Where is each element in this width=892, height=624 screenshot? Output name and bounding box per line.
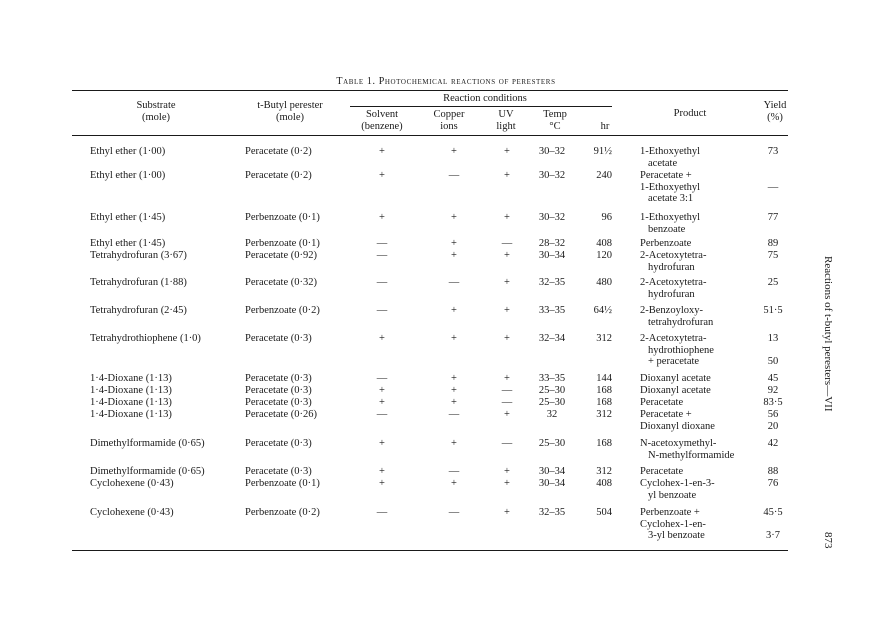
hours-cell: 312 [596,466,612,477]
product-cell: 2-Benzoyloxy- [640,305,703,316]
top-rule [72,90,788,91]
product-cell: 3-yl benzoate [648,530,705,542]
uv-cell: + [504,277,510,288]
yield-cell: — [767,181,779,193]
solvent-cell: + [379,385,385,396]
solvent-cell: + [379,212,385,223]
hours-cell: 168 [596,397,612,408]
perester-cell: Perbenzoate (0·2) [245,305,320,316]
uv-cell: — [501,397,513,408]
hours-cell: 96 [601,212,612,223]
solvent-cell: — [376,373,388,384]
yield-cell: 13 [767,333,779,344]
temp-cell: 30–34 [538,478,566,489]
solvent-cell: — [376,409,388,420]
product-cell: Peracetate [640,397,684,408]
hours-cell: 312 [596,409,612,420]
temp-cell: 30–32 [538,146,566,157]
perester-cell: Peracetate (0·26) [245,409,317,420]
substrate-cell: Tetrahydrothiophene (1·0) [90,333,201,344]
temp-cell: 33–35 [538,305,566,316]
copper-cell: — [448,466,460,477]
temp-cell: 33–35 [538,373,566,384]
yield-cell: 92 [767,385,779,396]
uv-cell: — [501,385,513,396]
copper-cell: — [448,277,460,288]
product-cell: yl benzoate [648,489,697,501]
uv-cell: + [504,146,510,157]
hours-cell: 240 [596,170,612,181]
solvent-cell: + [379,170,385,181]
hours-cell: 408 [596,238,612,249]
copper-cell: + [451,238,457,249]
yield-cell: 89 [767,238,779,249]
substrate-cell: Tetrahydrofuran (3·67) [90,250,187,261]
product-cell: 2-Acetoxytetra- [640,333,707,344]
product-cell: + peracetate [648,356,700,368]
copper-cell: + [451,397,457,408]
product-cell: Peracetate + [640,170,692,181]
header-perester: t-Butyl perester (mole) [257,100,323,123]
product-cell: hydrofuran [648,261,695,273]
copper-cell: + [451,438,457,449]
perester-cell: Perbenzoate (0·1) [245,478,320,489]
header-temp: Temp °C [543,109,567,132]
temp-cell: 28–32 [538,238,566,249]
yield-cell: 20 [767,420,779,432]
header-reaction-conditions: Reaction conditions [443,93,527,104]
product-cell: Perbenzoate + [640,507,700,518]
temp-cell: 32–34 [538,333,566,344]
product-cell: Peracetate [640,466,684,477]
header-yield: Yield (%) [763,100,787,123]
solvent-cell: — [376,238,388,249]
yield-cell: 42 [767,438,779,449]
header-hr: hr [600,121,610,132]
product-cell: N-methylformamide [648,449,735,461]
perester-cell: Peracetate (0·3) [245,438,312,449]
header-copper: Copper ions [433,109,465,132]
hours-cell: 504 [596,507,612,518]
substrate-cell: Tetrahydrofuran (2·45) [90,305,187,316]
uv-cell: — [501,438,513,449]
yield-cell: 45 [767,373,779,384]
copper-cell: — [448,170,460,181]
copper-cell: + [451,305,457,316]
substrate-cell: 1·4-Dioxane (1·13) [90,397,172,408]
perester-cell: Peracetate (0·3) [245,397,312,408]
product-cell: Perbenzoate [640,238,692,249]
solvent-cell: — [376,277,388,288]
substrate-cell: 1·4-Dioxane (1·13) [90,373,172,384]
product-cell: Cyclohex-1-en- [640,518,706,530]
copper-cell: + [451,373,457,384]
temp-cell: 30–32 [538,170,566,181]
hours-cell: 144 [596,373,612,384]
conditions-rule [350,106,612,107]
perester-cell: Peracetate (0·3) [245,385,312,396]
header-rule [72,135,788,136]
substrate-cell: Dimethylformamide (0·65) [90,438,205,449]
header-uv: UV light [496,109,516,132]
temp-cell: 32–35 [538,507,566,518]
uv-cell: + [504,373,510,384]
copper-cell: + [451,212,457,223]
hours-cell: 168 [596,385,612,396]
substrate-cell: Dimethylformamide (0·65) [90,466,205,477]
perester-cell: Peracetate (0·2) [245,146,312,157]
substrate-cell: Ethyl ether (1·45) [90,238,166,249]
product-cell: 1-Ethoxyethyl [640,146,701,157]
solvent-cell: + [379,146,385,157]
yield-cell: 50 [767,356,779,368]
header-substrate: Substrate (mole) [136,100,176,123]
yield-cell: 25 [767,277,779,288]
substrate-cell: Cyclohexene (0·43) [90,507,174,518]
uv-cell: + [504,305,510,316]
product-cell: hydrofuran [648,288,695,300]
hours-cell: 312 [596,333,612,344]
hours-cell: 480 [596,277,612,288]
solvent-cell: + [379,466,385,477]
perester-cell: Peracetate (0·32) [245,277,317,288]
header-solvent: Solvent (benzene) [361,109,403,132]
copper-cell: + [451,146,457,157]
substrate-cell: Cyclohexene (0·43) [90,478,174,489]
yield-cell: 83·5 [763,397,783,408]
substrate-cell: Ethyl ether (1·45) [90,212,166,223]
copper-cell: — [448,507,460,518]
product-cell: 1-Ethoxyethyl [640,212,701,223]
product-cell: Cyclohex-1-en-3- [640,478,715,489]
perester-cell: Perbenzoate (0·1) [245,212,320,223]
product-cell: Dioxanyl acetate [640,385,711,396]
temp-cell: 32 [546,409,558,420]
hours-cell: 408 [596,478,612,489]
yield-cell: 88 [767,466,779,477]
product-cell: tetrahydrofuran [648,316,714,328]
yield-cell: 45·5 [763,507,783,518]
hours-cell: 91½ [593,146,612,157]
uv-cell: + [504,250,510,261]
temp-cell: 30–32 [538,212,566,223]
product-cell: Dioxanyl dioxane [640,420,715,432]
temp-cell: 25–30 [538,438,566,449]
solvent-cell: — [376,507,388,518]
product-cell: N-acetoxymethyl- [640,438,717,449]
solvent-cell: + [379,478,385,489]
product-cell: acetate 3:1 [648,193,694,205]
copper-cell: — [448,409,460,420]
perester-cell: Peracetate (0·92) [245,250,317,261]
yield-cell: 56 [767,409,779,420]
uv-cell: + [504,466,510,477]
solvent-cell: + [379,438,385,449]
uv-cell: — [501,238,513,249]
perester-cell: Perbenzoate (0·2) [245,507,320,518]
substrate-cell: 1·4-Dioxane (1·13) [90,409,172,420]
substrate-cell: Tetrahydrofuran (1·88) [90,277,187,288]
copper-cell: + [451,385,457,396]
product-cell: hydrothiophene [648,344,714,356]
solvent-cell: — [376,305,388,316]
product-cell: 2-Acetoxytetra- [640,250,707,261]
copper-cell: + [451,333,457,344]
uv-cell: + [504,507,510,518]
running-header: Reactions of t-butyl peresters—VII [822,256,834,412]
product-cell: 2-Acetoxytetra- [640,277,707,288]
substrate-cell: 1·4-Dioxane (1·13) [90,385,172,396]
hours-cell: 168 [596,438,612,449]
uv-cell: + [504,333,510,344]
perester-cell: Peracetate (0·3) [245,333,312,344]
product-cell: benzoate [648,223,686,235]
product-cell: 1-Ethoxyethyl [640,181,701,193]
product-cell: Dioxanyl acetate [640,373,711,384]
yield-cell: 76 [767,478,779,489]
substrate-cell: Ethyl ether (1·00) [90,146,166,157]
header-product: Product [673,108,707,119]
copper-cell: + [451,478,457,489]
yield-cell: 73 [767,146,779,157]
solvent-cell: — [376,250,388,261]
solvent-cell: + [379,333,385,344]
table-title: Table 1. Photochemical reactions of peresters [336,76,556,87]
bottom-rule [72,550,788,551]
yield-cell: 77 [767,212,779,223]
solvent-cell: + [379,397,385,408]
temp-cell: 30–34 [538,466,566,477]
substrate-cell: Ethyl ether (1·00) [90,170,166,181]
uv-cell: + [504,170,510,181]
perester-cell: Peracetate (0·3) [245,466,312,477]
uv-cell: + [504,409,510,420]
perester-cell: Perbenzoate (0·1) [245,238,320,249]
perester-cell: Peracetate (0·3) [245,373,312,384]
uv-cell: + [504,212,510,223]
product-cell: Peracetate + [640,409,692,420]
hours-cell: 120 [596,250,612,261]
temp-cell: 25–30 [538,385,566,396]
perester-cell: Peracetate (0·2) [245,170,312,181]
yield-cell: 75 [767,250,779,261]
product-cell: acetate [648,157,678,169]
uv-cell: + [504,478,510,489]
temp-cell: 25–30 [538,397,566,408]
yield-cell: 3·7 [766,530,780,542]
page-number: 873 [822,532,834,549]
temp-cell: 30–34 [538,250,566,261]
hours-cell: 64½ [593,305,612,316]
copper-cell: + [451,250,457,261]
temp-cell: 32–35 [538,277,566,288]
yield-cell: 51·5 [763,305,783,316]
